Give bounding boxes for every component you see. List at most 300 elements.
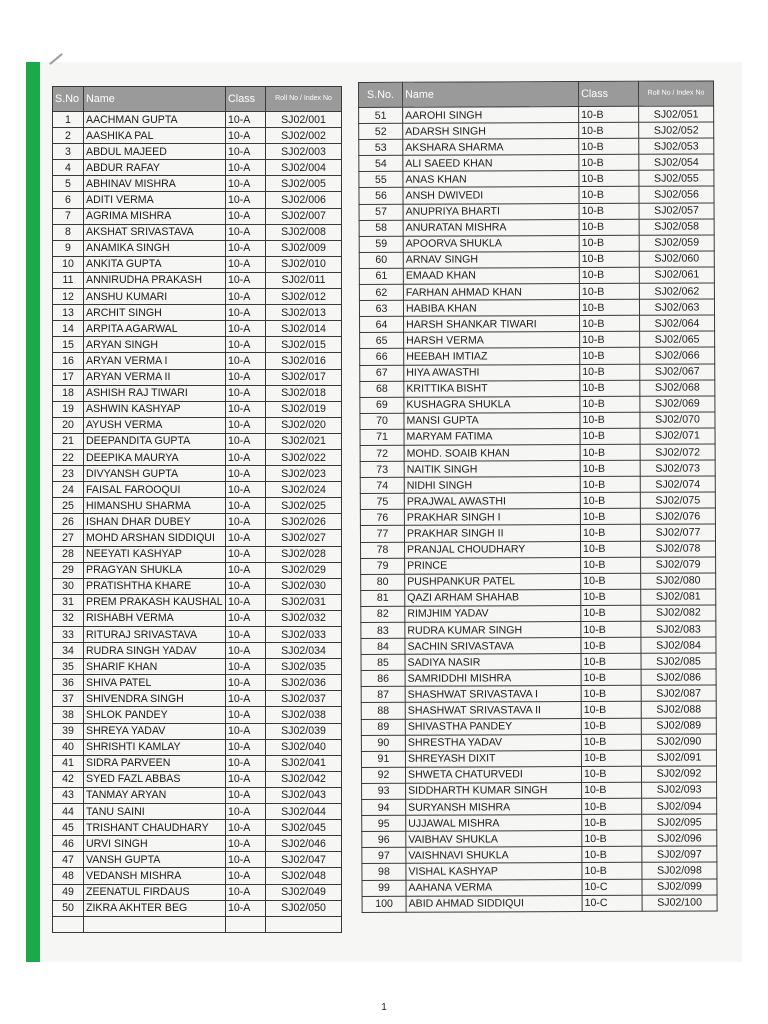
roll-number-cell: SJ02/002 [266, 128, 342, 144]
serial-number-cell: 87 [361, 687, 405, 703]
roll-number-cell: SJ02/072 [640, 444, 715, 460]
class-cell: 10-B [579, 299, 639, 315]
student-name-cell: SHRESTHA YADAV [405, 734, 581, 751]
class-cell: 10-B [580, 364, 640, 380]
serial-number-cell: 43 [53, 787, 84, 803]
table-row [361, 573, 716, 591]
roll-number-cell: SJ02/049 [266, 884, 342, 900]
table-row [53, 900, 342, 916]
serial-number-cell: 97 [362, 848, 406, 864]
roll-header: Roll No / Index No [266, 87, 342, 112]
left-table-body [53, 112, 342, 933]
serial-number-cell: 81 [361, 590, 405, 606]
table-header-row [53, 87, 342, 112]
roll-number-cell: SJ02/076 [640, 508, 715, 524]
roll-number-cell: SJ02/038 [266, 707, 342, 723]
student-name-cell: ABDUL MAJEED [84, 144, 226, 160]
class-cell: 10-B [579, 267, 639, 283]
table-row [53, 820, 342, 836]
serial-number-cell: 92 [361, 767, 405, 783]
table-row [361, 685, 716, 703]
student-name-cell: QAZI ARHAM SHAHAB [405, 589, 581, 606]
table-row [53, 739, 342, 755]
roll-number-cell: SJ02/051 [639, 106, 714, 122]
class-cell: 10-A [226, 417, 266, 433]
roll-number-cell: SJ02/021 [266, 433, 342, 449]
class-cell: 10-A [226, 514, 266, 530]
student-name-cell: SHIVA PATEL [84, 675, 226, 691]
roll-number-cell: SJ02/031 [266, 594, 342, 610]
student-name-cell: RISHABH VERMA [84, 610, 226, 626]
student-name-cell: PRAGYAN SHUKLA [84, 562, 226, 578]
student-name-cell: HABIBA KHAN [403, 300, 579, 317]
class-cell: 10-A [226, 208, 266, 224]
serial-number-cell: 85 [361, 654, 405, 670]
roll-number-cell: SJ02/095 [642, 814, 717, 830]
table-row [53, 192, 342, 208]
roll-number-cell: SJ02/098 [642, 862, 717, 878]
table-row [359, 283, 714, 301]
table-row [53, 401, 342, 417]
class-cell: 10-A [226, 739, 266, 755]
serial-number-cell: 21 [53, 433, 84, 449]
roll-number-cell: SJ02/078 [641, 540, 716, 556]
roll-number-cell: SJ02/052 [639, 122, 714, 138]
student-name-cell: ISHAN DHAR DUBEY [84, 514, 226, 530]
student-name-cell: ANUPRIYA BHARTI [403, 203, 579, 220]
table-header-row [359, 81, 714, 108]
table-row [362, 895, 717, 913]
serial-number-cell: 13 [53, 305, 84, 321]
serial-number-cell: 33 [53, 627, 84, 643]
student-name-cell: VANSH GUPTA [84, 852, 226, 868]
roll-number-cell: SJ02/008 [266, 224, 342, 240]
name-header: Name [84, 87, 226, 112]
class-cell: 10-A [226, 144, 266, 160]
table-row [53, 562, 342, 578]
roll-number-cell: SJ02/055 [639, 170, 714, 186]
student-name-cell: AAROHI SINGH [403, 107, 579, 124]
student-name-cell: ANNIRUDHA PRAKASH [84, 272, 226, 288]
table-row [361, 589, 716, 607]
serial-number-cell: 15 [53, 337, 84, 353]
student-name-cell: SHLOK PANDEY [84, 707, 226, 723]
serial-number-cell: 45 [53, 820, 84, 836]
roll-number-cell: SJ02/030 [266, 578, 342, 594]
student-name-cell: SHRISHTI KAMLAY [84, 739, 226, 755]
student-name-cell: RIMJHIM YADAV [405, 605, 581, 622]
table-row [53, 321, 342, 337]
roll-number-cell: SJ02/032 [266, 610, 342, 626]
student-name-cell: AGRIMA MISHRA [84, 208, 226, 224]
table-row [53, 675, 342, 691]
class-cell: 10-A [226, 449, 266, 465]
class-cell: 10-B [579, 219, 639, 235]
table-row [53, 498, 342, 514]
class-cell: 10-A [226, 804, 266, 820]
serial-number-cell: 25 [53, 498, 84, 514]
serial-number-cell: 24 [53, 482, 84, 498]
roll-number-cell: SJ02/074 [640, 476, 715, 492]
student-name-cell: AASHIKA PAL [84, 128, 226, 144]
roll-number-cell: SJ02/011 [266, 272, 342, 288]
table-row [361, 557, 716, 575]
roll-number-cell: SJ02/007 [266, 208, 342, 224]
student-name-cell: TANMAY ARYAN [84, 787, 226, 803]
table-row [53, 160, 342, 176]
serial-number-cell: 72 [360, 445, 404, 461]
student-name-cell: SURYANSH MISHRA [406, 799, 582, 816]
class-cell: 10-A [226, 884, 266, 900]
table-row [53, 369, 342, 385]
student-name-cell: PRANJAL CHOUDHARY [405, 541, 581, 558]
roll-number-cell: SJ02/064 [640, 315, 715, 331]
roll-number-cell: SJ02/027 [266, 530, 342, 546]
page-number: 1 [381, 1002, 387, 1013]
roll-number-cell: SJ02/084 [641, 637, 716, 653]
student-name-cell: MOHD. SOAIB KHAN [404, 445, 580, 462]
table-row [360, 524, 715, 542]
roll-number-cell: SJ02/087 [641, 685, 716, 701]
roll-number-cell: SJ02/057 [639, 203, 714, 219]
roll-number-cell: SJ02/058 [639, 219, 714, 235]
student-name-cell: VEDANSH MISHRA [84, 868, 226, 884]
class-cell: 10-B [580, 380, 640, 396]
roll-number-cell: SJ02/018 [266, 385, 342, 401]
serial-number-cell: 58 [359, 220, 403, 236]
class-cell: 10-A [226, 240, 266, 256]
student-name-cell: ALI SAEED KHAN [403, 155, 579, 172]
roll-number-cell: SJ02/019 [266, 401, 342, 417]
serial-number-cell: 28 [53, 546, 84, 562]
roll-number-cell: SJ02/024 [266, 482, 342, 498]
roll-number-cell: SJ02/003 [266, 144, 342, 160]
class-cell: 10-B [579, 171, 639, 187]
roll-number-cell: SJ02/014 [266, 321, 342, 337]
serial-number-cell: 47 [53, 852, 84, 868]
table-row [53, 224, 342, 240]
class-cell: 10-A [226, 272, 266, 288]
student-name-cell: MANSI GUPTA [404, 412, 580, 429]
serial-number-cell: 52 [359, 123, 403, 139]
class-cell: 10-B [579, 203, 639, 219]
serial-number-cell: 35 [53, 659, 84, 675]
serial-number-cell: 74 [360, 477, 404, 493]
class-cell: 10-B [579, 138, 639, 154]
serial-number-cell: 17 [53, 369, 84, 385]
serial-number-cell: 1 [53, 112, 84, 128]
class-cell: 10-A [226, 546, 266, 562]
class-cell: 10-A [226, 353, 266, 369]
class-cell: 10-B [582, 863, 642, 879]
serial-number-cell: 27 [53, 530, 84, 546]
student-roll-table-left [52, 86, 342, 933]
student-name-cell: ABDUR RAFAY [84, 160, 226, 176]
class-header: Class [226, 87, 266, 112]
serial-number-cell: 18 [53, 385, 84, 401]
serial-number-cell: 10 [53, 256, 84, 272]
serial-number-cell: 6 [53, 192, 84, 208]
serial-number-cell: 67 [360, 365, 404, 381]
student-name-cell: MARYAM FATIMA [404, 428, 580, 445]
class-cell: 10-B [581, 605, 641, 621]
class-cell: 10-A [226, 723, 266, 739]
serial-number-cell: 50 [53, 900, 84, 916]
table-row [361, 669, 716, 687]
table-row [361, 750, 716, 768]
student-name-cell: SIDDHARTH KUMAR SINGH [406, 782, 582, 799]
student-name-cell: PRATISHTHA KHARE [84, 578, 226, 594]
class-cell: 10-A [226, 369, 266, 385]
serial-number-cell: 88 [361, 703, 405, 719]
student-name-cell: VISHAL KASHYAP [406, 863, 582, 880]
serial-number-cell: 8 [53, 224, 84, 240]
roll-number-cell: SJ02/004 [266, 160, 342, 176]
student-name-cell: URVI SINGH [84, 836, 226, 852]
student-name-cell: FAISAL FAROOQUI [84, 482, 226, 498]
student-name-cell: PRAJWAL AWASTHI [404, 493, 580, 510]
class-cell: 10-B [581, 686, 641, 702]
class-cell: 10-B [581, 589, 641, 605]
roll-number-cell: SJ02/066 [640, 347, 715, 363]
table-row [360, 412, 715, 430]
student-name-cell: RUDRA SINGH YADAV [84, 643, 226, 659]
table-row [53, 449, 342, 465]
student-name-cell: ARYAN SINGH [84, 337, 226, 353]
table-row [360, 492, 715, 510]
class-cell: 10-A [226, 643, 266, 659]
serial-number-cell: 44 [53, 804, 84, 820]
class-cell: 10-A [226, 466, 266, 482]
roll-number-cell: SJ02/040 [266, 739, 342, 755]
class-cell: 10-B [579, 122, 639, 138]
table-row [53, 852, 342, 868]
class-cell: 10-B [582, 798, 642, 814]
serial-number-cell: 95 [362, 815, 406, 831]
table-row [360, 428, 715, 446]
roll-number-cell: SJ02/041 [266, 755, 342, 771]
table-row [360, 508, 715, 526]
roll-number-cell: SJ02/039 [266, 723, 342, 739]
empty-cell [226, 916, 266, 932]
serial-number-cell: 83 [361, 622, 405, 638]
roll-number-cell: SJ02/059 [639, 235, 714, 251]
roll-number-cell: SJ02/083 [641, 621, 716, 637]
serial-number-cell: 54 [359, 156, 403, 172]
serial-number-cell: 86 [361, 671, 405, 687]
student-name-cell: SHIVASTHA PANDEY [405, 718, 581, 735]
right-table-body [359, 106, 718, 912]
student-name-cell: AACHMAN GUPTA [84, 112, 226, 128]
roll-number-cell: SJ02/071 [640, 428, 715, 444]
table-row [360, 444, 715, 462]
class-cell: 10-A [226, 433, 266, 449]
roll-number-cell: SJ02/046 [266, 836, 342, 852]
class-cell: 10-C [582, 895, 642, 911]
table-row [53, 643, 342, 659]
student-name-cell: TRISHANT CHAUDHARY [84, 820, 226, 836]
serial-number-cell: 60 [359, 252, 403, 268]
roll-number-cell: SJ02/077 [640, 524, 715, 540]
class-cell: 10-B [581, 702, 641, 718]
student-name-cell: ABID AHMAD SIDDIQUI [406, 895, 582, 912]
serial-number-cell: 96 [362, 832, 406, 848]
student-name-cell: RITURAJ SRIVASTAVA [84, 627, 226, 643]
roll-number-cell: SJ02/042 [266, 771, 342, 787]
student-roll-table-right [358, 80, 718, 912]
class-cell: 10-B [581, 557, 641, 573]
class-cell: 10-B [580, 348, 640, 364]
serial-number-cell: 32 [53, 610, 84, 626]
class-cell: 10-A [226, 192, 266, 208]
roll-number-cell: SJ02/035 [266, 659, 342, 675]
serial-number-cell: 57 [359, 204, 403, 220]
serial-number-cell: 37 [53, 691, 84, 707]
roll-number-cell: SJ02/086 [641, 669, 716, 685]
roll-number-cell: SJ02/016 [266, 353, 342, 369]
roll-number-cell: SJ02/033 [266, 627, 342, 643]
table-row [361, 701, 716, 719]
roll-number-cell: SJ02/043 [266, 787, 342, 803]
roll-number-cell: SJ02/013 [266, 305, 342, 321]
roll-number-cell: SJ02/075 [640, 492, 715, 508]
class-cell: 10-B [580, 428, 640, 444]
class-cell: 10-A [226, 659, 266, 675]
student-name-cell: ANKITA GUPTA [84, 256, 226, 272]
roll-number-cell: SJ02/068 [640, 380, 715, 396]
roll-number-cell: SJ02/070 [640, 412, 715, 428]
student-name-cell: DIVYANSH GUPTA [84, 466, 226, 482]
roll-number-cell: SJ02/091 [641, 750, 716, 766]
table-row [53, 112, 342, 128]
serial-number-cell: 78 [361, 542, 405, 558]
table-row [53, 466, 342, 482]
serial-number-cell: 51 [359, 107, 403, 123]
roll-number-cell: SJ02/069 [640, 396, 715, 412]
serial-number-cell: 69 [360, 397, 404, 413]
student-name-cell: SACHIN SRIVASTAVA [405, 638, 581, 655]
roll-number-cell: SJ02/009 [266, 240, 342, 256]
student-name-cell: ASHWIN KASHYAP [84, 401, 226, 417]
table-row [359, 235, 714, 253]
serial-number-cell: 3 [53, 144, 84, 160]
class-cell: 10-A [226, 160, 266, 176]
table-row [53, 208, 342, 224]
roll-number-cell: SJ02/026 [266, 514, 342, 530]
table-row [53, 272, 342, 288]
student-name-cell: SYED FAZL ABBAS [84, 771, 226, 787]
sno-header: S.No [53, 87, 84, 112]
serial-number-cell: 4 [53, 160, 84, 176]
class-cell: 10-B [581, 670, 641, 686]
roll-number-cell: SJ02/089 [641, 718, 716, 734]
serial-number-cell: 55 [359, 172, 403, 188]
empty-cell [53, 916, 84, 932]
name-header: Name [403, 82, 579, 108]
table-row [359, 170, 714, 188]
table-row [53, 530, 342, 546]
roll-number-cell: SJ02/045 [266, 820, 342, 836]
class-cell: 10-A [226, 594, 266, 610]
table-row [362, 846, 717, 864]
class-cell: 10-A [226, 224, 266, 240]
roll-number-cell: SJ02/099 [642, 878, 717, 894]
sno-header: S.No. [359, 82, 403, 107]
table-row [361, 637, 716, 655]
student-name-cell: SHASHWAT SRIVASTAVA I [405, 686, 581, 703]
student-name-cell: TANU SAINI [84, 804, 226, 820]
roll-number-cell: SJ02/012 [266, 289, 342, 305]
serial-number-cell: 75 [360, 494, 404, 510]
table-row [359, 251, 714, 269]
class-cell: 10-A [226, 868, 266, 884]
roll-number-cell: SJ02/054 [639, 154, 714, 170]
table-row [361, 766, 716, 784]
roll-number-cell: SJ02/100 [642, 895, 717, 911]
roll-number-cell: SJ02/015 [266, 337, 342, 353]
class-cell: 10-B [581, 573, 641, 589]
student-name-cell: KRITTIKA BISHT [404, 380, 580, 397]
table-row [359, 299, 714, 317]
roll-number-cell: SJ02/034 [266, 643, 342, 659]
roll-number-cell: SJ02/001 [266, 112, 342, 128]
roll-number-cell: SJ02/079 [641, 557, 716, 573]
class-cell: 10-B [579, 187, 639, 203]
class-cell: 10-B [580, 460, 640, 476]
student-name-cell: SHWETA CHATURVEDI [405, 766, 581, 783]
serial-number-cell: 71 [360, 429, 404, 445]
roll-number-cell: SJ02/073 [640, 460, 715, 476]
table-row [362, 830, 717, 848]
serial-number-cell: 59 [359, 236, 403, 252]
table-row [53, 289, 342, 305]
table-row [53, 787, 342, 803]
student-name-cell: RUDRA KUMAR SINGH [405, 622, 581, 639]
table-row [53, 240, 342, 256]
class-cell: 10-A [226, 321, 266, 337]
student-name-cell: SHREYASH DIXIT [405, 750, 581, 767]
serial-number-cell: 31 [53, 594, 84, 610]
table-row [359, 186, 714, 204]
table-row [360, 331, 715, 349]
table-row [359, 106, 714, 124]
class-cell: 10-B [581, 734, 641, 750]
table-row [360, 396, 715, 414]
class-cell: 10-B [581, 718, 641, 734]
table-row [359, 122, 714, 140]
class-cell: 10-A [226, 771, 266, 787]
class-cell: 10-B [581, 766, 641, 782]
class-cell: 10-B [580, 332, 640, 348]
table-row [360, 363, 715, 381]
table-row [53, 868, 342, 884]
class-cell: 10-A [226, 289, 266, 305]
student-name-cell: ZEENATUL FIRDAUS [84, 884, 226, 900]
student-name-cell: SADIYA NASIR [405, 654, 581, 671]
roll-number-cell: SJ02/067 [640, 363, 715, 379]
student-name-cell: HIMANSHU SHARMA [84, 498, 226, 514]
serial-number-cell: 94 [362, 799, 406, 815]
roll-number-cell: SJ02/093 [642, 782, 717, 798]
roll-number-cell: SJ02/061 [639, 267, 714, 283]
student-name-cell: PREM PRAKASH KAUSHAL [84, 594, 226, 610]
roll-number-cell: SJ02/010 [266, 256, 342, 272]
serial-number-cell: 62 [359, 284, 403, 300]
class-cell: 10-A [226, 562, 266, 578]
student-name-cell: HARSH VERMA [404, 332, 580, 349]
class-cell: 10-B [581, 621, 641, 637]
student-name-cell: SIDRA PARVEEN [84, 755, 226, 771]
